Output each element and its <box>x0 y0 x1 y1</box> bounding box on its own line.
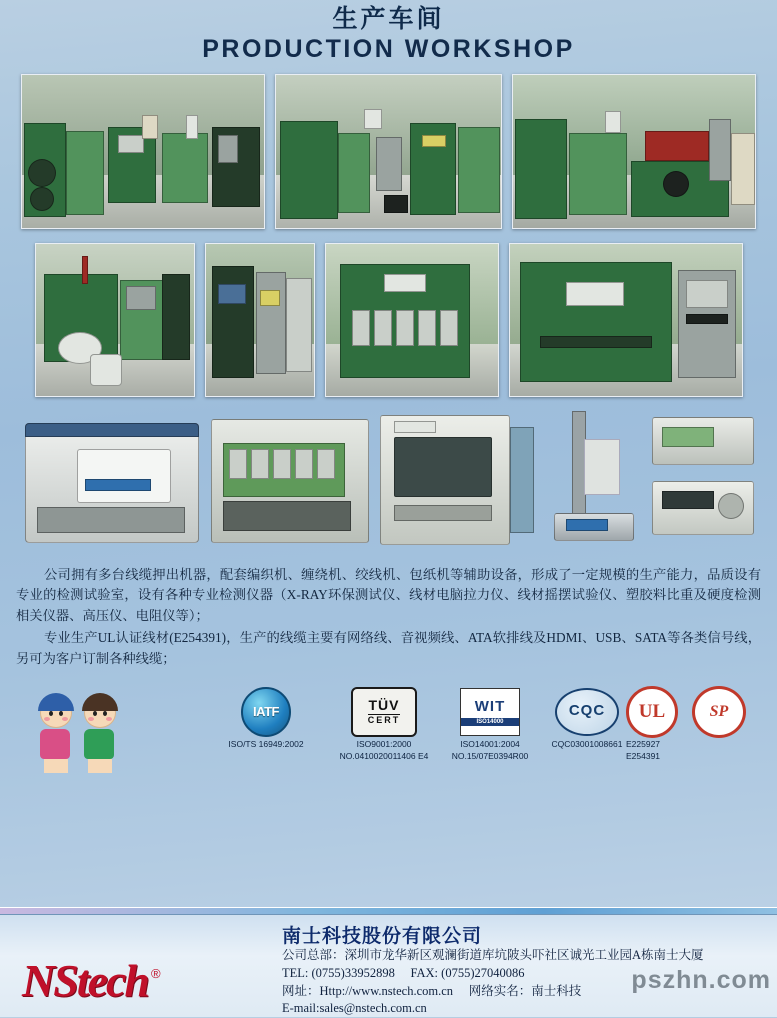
page-title-cn: 生产车间 <box>332 6 445 33</box>
logo-registered-mark: ® <box>151 966 161 981</box>
cert-iatf-caption: ISO/TS 16949:2002 <box>228 738 304 749</box>
gallery-row-2 <box>0 243 777 397</box>
ul-badge-text: UL <box>626 686 678 738</box>
cert-ul-caption-2: E254391 <box>626 751 661 762</box>
tuv-badge-top: TÜV <box>368 696 400 713</box>
wit-badge-top: WIT <box>474 698 506 716</box>
cert-tuv-caption-2: NO.0410020011406 E4 <box>339 751 429 762</box>
cert-csa <box>690 688 748 736</box>
photo-workshop-line-2 <box>275 74 502 229</box>
tuv-badge-bottom: CERT <box>367 714 401 725</box>
wit-badge-bottom: ISO14000 <box>461 718 519 726</box>
description-paragraph-1: 公司拥有多台线缆押出机器，配套编织机、缠绕机、绞线机、包纸机等辅助设备，形成了一定规模的生产能力，品质设有专业的检测试验室，设有各种专业检测仪器（X-RAY环保测试仪、线材电脑拉力仪、线材摇摆试验仪、塑胶料比重及硬度检测相关仪器、高压仪、电阻仪等）； <box>16 566 761 623</box>
photo-tensile-tester <box>542 409 642 551</box>
photo-hv-resistance-tester <box>648 409 758 551</box>
tel-value: (0755)33952898 <box>311 965 395 980</box>
cqc-badge-text: CQC <box>555 688 619 736</box>
fax-value: (0755)27040086 <box>441 965 525 980</box>
photo-workshop-line-1 <box>21 74 265 229</box>
contact-address-line <box>282 947 704 965</box>
footer-divider <box>0 907 777 915</box>
description-paragraph-2: 专业生产UL认证线材(E254391)，生产的线缆主要有网络线、音视频线、ATA软排线及HDMI、USB、SATA等各类信号线，另可为客户订制各种线缆； <box>16 630 761 666</box>
netname-label: 网络实名： <box>468 983 532 998</box>
watermark: pszhn.com <box>631 966 771 994</box>
iatf-badge-text: IATF <box>241 687 291 737</box>
photo-control-cabinet <box>509 243 743 397</box>
cert-cqc-caption: CQC03001008661 <box>551 738 623 749</box>
gallery-row-1 <box>0 74 777 229</box>
gallery-row-3 <box>0 409 777 551</box>
email-label: E-mail: <box>282 1001 320 1016</box>
photo-aging-oven <box>376 409 536 551</box>
cert-ul-caption-1: E225927 <box>626 738 661 749</box>
web-label: 网址： <box>282 983 320 998</box>
page-title-en: PRODUCTION WORKSHOP <box>202 34 575 63</box>
cert-tuv <box>322 688 446 763</box>
photo-workshop-line-3 <box>512 74 756 229</box>
company-logo <box>22 955 161 1007</box>
contact-email-line <box>282 1000 704 1018</box>
netname-value: 南士科技 <box>531 983 582 998</box>
address-label: 公司总部： <box>282 948 345 962</box>
csa-badge-text: SP <box>692 686 746 738</box>
photo-wire-test-bench <box>207 409 370 551</box>
photo-extruder-machine <box>325 243 499 397</box>
tel-label: TEL: <box>282 965 309 980</box>
address-value: 深圳市龙华新区观澜街道库坑陂头吓社区诚光工业园A栋南士大厦 <box>344 948 704 962</box>
ul-icon <box>626 688 684 736</box>
tuv-icon <box>322 688 446 736</box>
cert-ul <box>626 688 684 763</box>
email-value[interactable]: sales@nstech.com.cn <box>319 1001 427 1016</box>
web-value[interactable]: Http://www.nstech.com.cn <box>319 983 454 998</box>
cert-tuv-caption-1: ISO9001:2000 <box>356 738 412 749</box>
cert-iatf <box>218 688 314 750</box>
description-block <box>16 565 761 670</box>
certification-strip <box>0 684 777 796</box>
cartoon-children <box>36 692 160 774</box>
photo-xray-tester <box>19 409 201 551</box>
photo-test-chamber <box>205 243 315 397</box>
logo-text: NStech <box>22 955 148 1007</box>
iatf-icon <box>218 688 314 736</box>
csa-icon <box>690 688 748 736</box>
cert-wit-caption-1: ISO14001:2004 <box>460 738 520 749</box>
photo-stranding-machine <box>35 243 195 397</box>
page-header <box>0 0 777 64</box>
page-footer <box>0 915 777 1017</box>
fax-label: FAX: <box>410 965 439 980</box>
cert-wit-caption-2: NO.15/07E0394R00 <box>451 751 529 762</box>
company-name: 南士科技股份有限公司 <box>282 926 483 947</box>
